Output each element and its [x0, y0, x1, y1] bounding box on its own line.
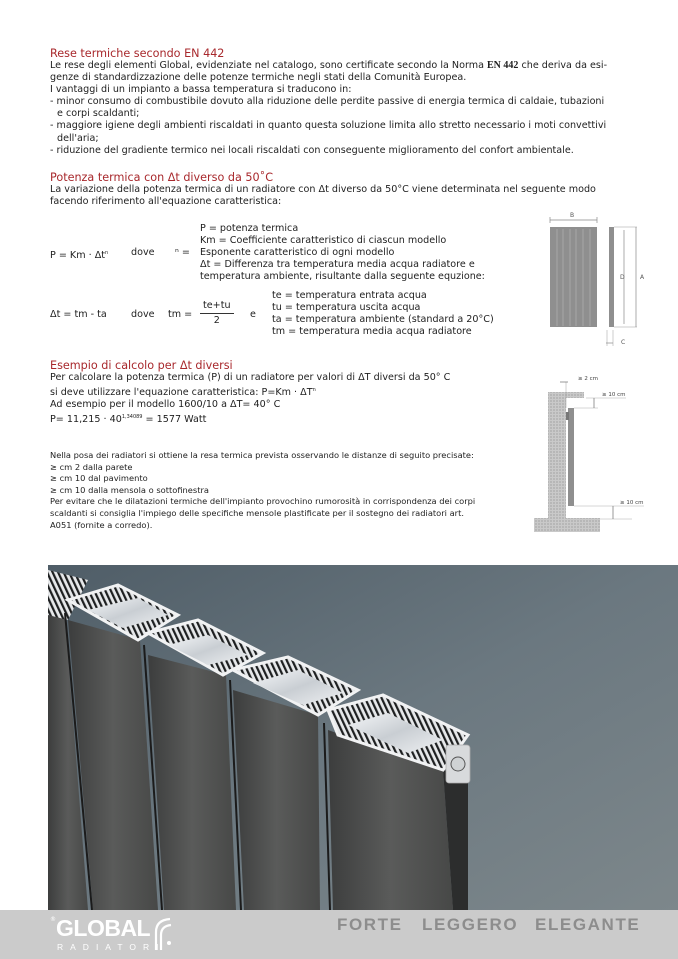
brand-logo: GLOBAL [56, 915, 151, 941]
numerator: te+tu [200, 300, 234, 314]
norm-reference: EN 442 [487, 60, 519, 71]
radiator-dimension-diagram [520, 205, 670, 350]
radiator-product-photo [48, 565, 678, 910]
section-title-potenza-termica: Potenza termica con Δt diverso da 50˚C [50, 171, 274, 184]
equation-delta-t: Δt = tm - ta [50, 309, 107, 320]
tm-label: tm = [168, 309, 193, 320]
equation-lhs: P = Km · Δt [50, 250, 106, 261]
section-esempio-body [50, 372, 520, 426]
definition: temperatura ambiente, risultante dalla seguente equzione: [200, 271, 485, 283]
dim-label-a: A [640, 274, 645, 281]
exponent: n [105, 250, 109, 256]
tagline-elegante: ELEGANTE [535, 915, 641, 934]
text [50, 384, 520, 399]
section-rese-termiche-body [50, 60, 650, 157]
bullet-item-cont: dell'aria; [57, 132, 99, 144]
definition: ta = temperatura ambiente (standard a 20°C) [272, 314, 494, 326]
text: Nella posa dei radiatori si ottiene la resa termica prevista osservando le distanze di seguito precisate: [50, 450, 474, 460]
list-item: ≥ cm 10 dalla mensola o sottofinestra [50, 484, 209, 495]
definition: P = potenza termica [200, 223, 299, 234]
definition: Δt = Differenza tra temperatura media acqua radiatore e [200, 259, 475, 271]
bullet-item-cont: e corpi scaldanti; [57, 108, 140, 120]
text: Per calcolare la potenza termica (P) di un radiatore per valori di ΔT diversi da 50° C [50, 372, 451, 383]
definition: Esponente caratteristico di ogni modello [200, 247, 395, 259]
brand-logo-subtitle: RADIATORI [57, 942, 166, 952]
calculation-result [50, 411, 520, 426]
equation-delta-definitions [272, 290, 494, 338]
wall-gap-label: ≥ 2 cm [578, 376, 598, 382]
dim-label-b: B [570, 212, 575, 219]
bullet-item: - riduzione del gradiente termico nei locali riscaldati con conseguente miglioramento del confort ambientale. [50, 144, 574, 156]
fraction [200, 300, 234, 327]
exponent: 1,34089 [121, 414, 143, 421]
definition: tu = temperatura uscita acqua [272, 302, 421, 314]
dim-label-c: C [621, 339, 626, 346]
dim-label-d: D [620, 274, 625, 281]
list-item: ≥ cm 2 dalla parete [50, 461, 133, 472]
equation-power-definitions [200, 223, 485, 283]
dove-label: dove [131, 247, 155, 258]
text: scaldanti si consiglia l'impiego delle specifiche mensole plastificate per il sostegno dei radiatori art. [50, 507, 464, 518]
text: = 1577 Watt [142, 414, 207, 426]
wall-installation-diagram [520, 370, 670, 550]
exponent: n [312, 387, 316, 394]
text: Ad esempio per il modello 1600/10 a ΔT= 40° C [50, 399, 281, 411]
text: A051 (fornite a corredo). [50, 519, 153, 530]
list-item: ≥ cm 10 dal pavimento [50, 473, 148, 484]
definition: Km = Coefficiente caratteristico di ciascun modello [200, 235, 447, 247]
e-label: e [250, 309, 256, 320]
text: genze di standardizzazione delle potenze termiche negli stati della Comunità Europea. [50, 72, 467, 84]
section-title-rese-termiche: Rese termiche secondo EN 442 [50, 47, 225, 60]
exponent-symbol: ⁿ = [175, 247, 190, 258]
text: facendo riferimento all'equazione caratteristica: [50, 196, 282, 208]
denominator: 2 [213, 315, 220, 327]
bullet-item: - minor consumo di combustibile dovuto alla riduzione delle perdite passive di energia termica di caldaie, tubazioni [50, 96, 605, 108]
text: Per evitare che le dilatazioni termiche dell'impianto provochino rumorosità in corrispondenza dei corpi [50, 496, 476, 507]
definition: tm = temperatura media acqua radiatore [272, 326, 472, 338]
text: La variazione della potenza termica di un radiatore con Δt diverso da 50°C viene determinata nel seguente modo [50, 184, 596, 195]
text: si deve utilizzare l'equazione caratteristica: P=Km · ΔT [50, 387, 313, 399]
text: che deriva da esi- [518, 60, 608, 71]
equation-power [50, 247, 108, 262]
registered-mark: ® [50, 916, 56, 923]
bullet-item: - maggiore igiene degli ambienti riscaldati in quanto questa soluzione limita allo stretto necessario i moti convettivi [50, 120, 607, 132]
tagline-leggero: LEGGERO [422, 915, 519, 934]
installation-notes [50, 450, 520, 531]
text: Le rese degli elementi Global, evidenziate nel catalogo, sono certificate secondo la Norma [50, 60, 488, 71]
dove-label: dove [131, 309, 155, 320]
definition: te = temperatura entrata acqua [272, 290, 427, 301]
tagline-forte: FORTE [337, 915, 403, 934]
text: I vantaggi di un impianto a bassa temperatura si traducono in: [50, 84, 352, 96]
text: P= 11,215 · 40 [50, 414, 122, 426]
section-title-esempio: Esempio di calcolo per Δt diversi [50, 359, 233, 372]
floor-gap-label: ≥ 10 cm [620, 500, 644, 506]
brand-logo-mark-icon [152, 916, 176, 952]
top-gap-label: ≥ 10 cm [602, 392, 626, 398]
